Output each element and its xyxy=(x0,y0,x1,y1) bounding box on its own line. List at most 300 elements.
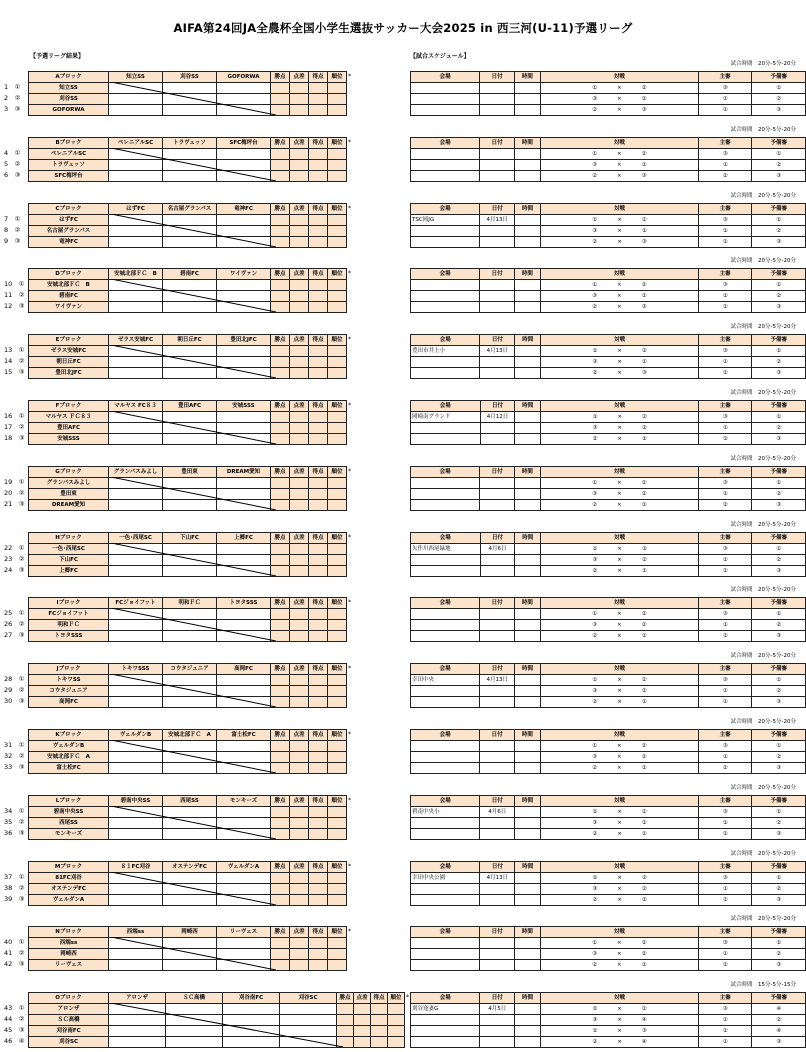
res-header: 予備審 xyxy=(752,795,806,806)
cross-mark: × xyxy=(614,236,626,247)
ref-cell: ① xyxy=(698,94,751,105)
result-cell xyxy=(280,1037,337,1048)
row-number: 4 ① xyxy=(4,148,21,157)
star-mark: * xyxy=(348,731,351,738)
ref-cell: ② xyxy=(699,434,752,445)
row-number: 18 ③ xyxy=(4,434,25,442)
stat-header: 勝点 xyxy=(271,532,290,543)
match-pad xyxy=(663,763,699,774)
stat-cell xyxy=(271,806,290,817)
header-team: 明和ＦＣ xyxy=(163,598,217,609)
result-cell xyxy=(163,170,217,181)
result-cell xyxy=(163,554,217,565)
result-cell xyxy=(223,1026,280,1037)
venue-header: 会場 xyxy=(411,861,480,872)
stat-cell xyxy=(290,938,309,949)
venue-cell xyxy=(411,302,480,313)
away-team: ① xyxy=(625,499,663,510)
stat-cell xyxy=(290,675,309,686)
stat-cell xyxy=(271,763,290,774)
result-cell xyxy=(109,412,163,423)
stat-cell xyxy=(290,741,309,752)
time-header: 時間 xyxy=(514,466,540,477)
stat-cell xyxy=(309,280,328,291)
result-cell xyxy=(163,368,217,379)
stat-header: 得点 xyxy=(309,795,328,806)
result-cell xyxy=(109,554,163,565)
venue-cell xyxy=(411,1026,480,1037)
stat-header: 点差 xyxy=(290,137,309,148)
stat-cell xyxy=(309,236,328,247)
away-team: ② xyxy=(625,675,663,686)
match-pad xyxy=(663,170,699,181)
team-name: 豊田北JFC xyxy=(29,368,109,379)
res-header: 予備審 xyxy=(752,335,806,346)
time-cell xyxy=(515,214,541,225)
match-pad xyxy=(540,291,576,302)
venue-header: 会場 xyxy=(411,401,481,412)
time-cell xyxy=(515,817,541,828)
stat-cell xyxy=(328,170,347,181)
result-cell xyxy=(109,170,163,181)
stat-cell xyxy=(309,357,328,368)
match-pad xyxy=(663,83,699,94)
match-pad xyxy=(541,686,577,697)
result-cell xyxy=(163,609,217,620)
team-name: トラヴェッソ xyxy=(29,159,109,170)
match-pad xyxy=(663,872,698,883)
team-name: オステンデFC xyxy=(29,883,109,894)
league-table xyxy=(28,663,355,708)
away-team: ① xyxy=(626,565,664,576)
time-header: 時間 xyxy=(515,861,541,872)
header-team: ８１FC刈谷 xyxy=(109,861,163,872)
result-cell xyxy=(217,488,271,499)
result-cell xyxy=(109,620,163,631)
date-cell xyxy=(480,894,515,905)
team-name: 碧南中央SS xyxy=(29,806,109,817)
result-cell xyxy=(109,1037,166,1048)
team-name: 安城北部ＦＣ B xyxy=(29,280,109,291)
stat-header: 勝点 xyxy=(271,795,290,806)
stat-cell xyxy=(271,894,290,905)
res-cell: ③ xyxy=(752,105,806,116)
res-cell: ② xyxy=(752,686,806,697)
stat-cell xyxy=(328,148,347,159)
away-team: ② xyxy=(625,477,663,488)
header-team: 一色･西尾SC xyxy=(109,532,163,543)
result-cell xyxy=(166,1026,223,1037)
stat-cell xyxy=(290,949,309,960)
league-table xyxy=(28,795,355,840)
row-number: 14 ② xyxy=(4,357,25,366)
away-team: ② xyxy=(625,214,663,225)
stat-cell xyxy=(271,817,290,828)
away-team: ② xyxy=(625,1004,663,1015)
res-cell: ③ xyxy=(752,631,806,642)
stat-header: 順位 xyxy=(328,664,347,675)
away-team: ③ xyxy=(625,302,663,313)
away-team: ③ xyxy=(625,105,663,116)
match-pad xyxy=(540,752,576,763)
stat-cell xyxy=(309,499,328,510)
match-pad xyxy=(663,817,699,828)
cross-mark: × xyxy=(613,609,625,620)
match-pad xyxy=(541,543,576,554)
result-cell xyxy=(217,828,271,839)
stat-cell xyxy=(271,477,290,488)
home-team: ② xyxy=(576,631,614,642)
result-cell xyxy=(223,1015,280,1026)
time-label: 試合時間 20分-5分-20分 xyxy=(730,192,796,199)
result-cell xyxy=(109,105,163,116)
res-cell: ② xyxy=(752,883,806,894)
match-pad xyxy=(663,960,699,971)
block-name: Dブロック xyxy=(29,269,109,280)
schedule-table xyxy=(410,861,806,906)
date-cell xyxy=(480,883,515,894)
match-header: 対戦 xyxy=(541,532,699,543)
stat-cell xyxy=(271,368,290,379)
time-label: 試合時間 20分-5分-20分 xyxy=(730,521,796,528)
home-team: ③ xyxy=(576,883,614,894)
venue-cell xyxy=(411,499,480,510)
time-cell xyxy=(515,872,541,883)
match-pad xyxy=(541,1015,577,1026)
star-mark: * xyxy=(348,402,351,409)
team-name: トキワSS xyxy=(29,675,109,686)
venue-cell xyxy=(411,960,480,971)
date-cell: 4月13日 xyxy=(480,214,515,225)
stat-header: 得点 xyxy=(309,598,328,609)
res-cell: ② xyxy=(752,291,806,302)
stat-cell xyxy=(388,1004,405,1015)
time-label: 試合時間 20分-5分-20分 xyxy=(730,258,796,265)
cross-mark: × xyxy=(614,1026,626,1037)
away-team: ② xyxy=(625,488,663,499)
venue-header: 会場 xyxy=(411,466,480,477)
cross-mark: × xyxy=(613,949,625,960)
res-cell: ④ xyxy=(752,1026,806,1037)
stat-cell xyxy=(309,938,328,949)
result-cell xyxy=(163,565,217,576)
time-label: 試合時間 20分-5分-20分 xyxy=(730,916,796,923)
result-cell xyxy=(217,357,271,368)
row-number: 41 ② xyxy=(4,949,25,958)
ref-cell: ③ xyxy=(699,543,752,554)
result-cell xyxy=(163,488,217,499)
date-header: 日付 xyxy=(480,335,515,346)
result-cell xyxy=(109,499,163,510)
venue-header: 会場 xyxy=(411,335,480,346)
match-pad xyxy=(663,1026,699,1037)
row-number: 21 ③ xyxy=(4,499,25,508)
time-cell xyxy=(514,105,540,116)
ref-cell: ① xyxy=(699,1015,752,1026)
date-cell xyxy=(480,1015,515,1026)
match-pad xyxy=(663,499,699,510)
away-team: ② xyxy=(626,543,664,554)
stat-cell xyxy=(328,159,347,170)
date-cell xyxy=(480,94,515,105)
result-cell xyxy=(163,697,217,708)
stat-cell xyxy=(354,1015,371,1026)
block-name: Hブロック xyxy=(29,532,109,543)
venue-header: 会場 xyxy=(411,795,480,806)
stat-cell xyxy=(271,741,290,752)
date-cell xyxy=(480,83,515,94)
team-name: 西端ss xyxy=(29,938,109,949)
match-pad xyxy=(663,686,699,697)
row-number: 31 ① xyxy=(4,741,25,749)
cross-mark: × xyxy=(614,828,626,839)
venue-cell xyxy=(411,170,480,181)
home-team: ① xyxy=(576,543,614,554)
res-cell: ② xyxy=(752,554,806,565)
team-name: 明和ＦＣ xyxy=(29,620,109,631)
time-cell xyxy=(514,752,540,763)
date-cell xyxy=(480,686,515,697)
stat-cell xyxy=(271,686,290,697)
stat-header: 得点 xyxy=(371,993,388,1004)
res-header: 予備審 xyxy=(752,137,806,148)
time-cell xyxy=(515,368,541,379)
team-name: 名古屋グランパス xyxy=(29,225,109,236)
stat-cell xyxy=(290,477,309,488)
result-cell xyxy=(163,686,217,697)
cross-mark: × xyxy=(613,105,625,116)
stat-cell xyxy=(309,949,328,960)
ref-cell: ② xyxy=(698,499,751,510)
time-label: 試合時間 20分-5分-20分 xyxy=(730,390,796,396)
league-table xyxy=(28,137,355,182)
ref-header: 主審 xyxy=(699,993,752,1004)
header-team: はずFC xyxy=(109,203,163,214)
match-pad xyxy=(540,620,576,631)
result-cell xyxy=(163,291,217,302)
time-cell xyxy=(515,236,541,247)
stat-cell xyxy=(328,872,347,883)
match-pad xyxy=(540,938,576,949)
result-cell xyxy=(163,357,217,368)
ref-cell: ① xyxy=(699,817,752,828)
header-team: トキワSSS xyxy=(109,664,163,675)
league-table xyxy=(28,532,355,577)
team-name: 竜神FC xyxy=(29,236,109,247)
result-cell xyxy=(217,225,271,236)
date-cell xyxy=(480,291,515,302)
match-header: 対戦 xyxy=(541,664,699,675)
league-table xyxy=(28,729,355,774)
venue-cell xyxy=(411,368,480,379)
stat-cell xyxy=(290,872,309,883)
schedule-heading: 【試合スケジュール】 xyxy=(410,53,470,60)
ref-header: 主審 xyxy=(699,203,752,214)
time-header: 時間 xyxy=(514,72,540,83)
cross-mark: × xyxy=(614,1004,626,1015)
stat-header: 勝点 xyxy=(337,993,354,1004)
match-pad xyxy=(663,488,699,499)
home-team: ① xyxy=(576,214,614,225)
res-header: 予備審 xyxy=(752,664,806,675)
league-table xyxy=(28,400,355,445)
team-name: 刈谷SS xyxy=(29,94,109,105)
time-header: 時間 xyxy=(515,795,541,806)
result-cell xyxy=(166,1004,223,1015)
time-cell xyxy=(514,938,540,949)
cross-mark: × xyxy=(613,938,625,949)
venue-header: 会場 xyxy=(411,532,481,543)
match-pad xyxy=(663,949,699,960)
ref-cell: ③ xyxy=(698,83,751,94)
result-cell xyxy=(223,1037,280,1048)
time-cell xyxy=(514,477,540,488)
date-cell xyxy=(480,148,515,159)
venue-cell xyxy=(411,1015,480,1026)
ref-cell: ③ xyxy=(698,609,751,620)
date-cell: 4月13日 xyxy=(480,675,515,686)
stat-header: 点差 xyxy=(290,598,309,609)
match-pad xyxy=(663,412,698,423)
match-pad xyxy=(540,83,576,94)
match-pad xyxy=(663,236,699,247)
time-cell xyxy=(515,554,541,565)
schedule-table xyxy=(410,203,806,248)
ref-cell: ② xyxy=(698,631,751,642)
result-cell xyxy=(109,686,163,697)
stat-header: 勝点 xyxy=(271,335,290,346)
stat-header: 点差 xyxy=(354,993,371,1004)
stat-header: 得点 xyxy=(309,730,328,741)
stat-cell xyxy=(290,280,309,291)
res-cell: ① xyxy=(752,675,806,686)
result-cell xyxy=(217,280,271,291)
ref-cell: ② xyxy=(699,1026,752,1037)
schedule-table xyxy=(410,400,806,445)
venue-cell xyxy=(411,423,481,434)
away-team: ① xyxy=(625,159,663,170)
match-pad xyxy=(663,368,698,379)
home-team: ② xyxy=(576,828,614,839)
stat-header: 得点 xyxy=(309,401,328,412)
match-pad xyxy=(663,214,699,225)
header-team: オステンデFC xyxy=(163,861,217,872)
venue-cell xyxy=(411,949,480,960)
home-team: ① xyxy=(576,280,614,291)
stat-cell xyxy=(309,620,328,631)
stat-cell xyxy=(271,302,290,313)
away-team: ③ xyxy=(626,368,664,379)
home-team: ② xyxy=(576,697,614,708)
res-cell: ③ xyxy=(752,368,806,379)
date-cell xyxy=(480,565,515,576)
ref-header: 主審 xyxy=(698,466,751,477)
away-team: ② xyxy=(625,609,663,620)
match-pad xyxy=(540,170,576,181)
row-number: 40 ① xyxy=(4,938,25,947)
stat-cell xyxy=(309,368,328,379)
result-cell xyxy=(217,368,271,379)
ref-cell: ① xyxy=(699,1037,752,1048)
stat-cell xyxy=(328,763,347,774)
match-pad xyxy=(663,434,698,445)
match-pad xyxy=(663,883,698,894)
time-cell xyxy=(514,631,540,642)
away-team: ① xyxy=(625,94,663,105)
stat-cell xyxy=(290,543,309,554)
away-team: ③ xyxy=(625,170,663,181)
result-cell xyxy=(109,94,163,105)
date-header: 日付 xyxy=(480,730,515,741)
date-cell xyxy=(480,159,515,170)
date-cell xyxy=(480,488,515,499)
cross-mark: × xyxy=(614,817,626,828)
league-table xyxy=(28,597,355,642)
stat-cell xyxy=(309,565,328,576)
stat-cell xyxy=(328,543,347,554)
result-cell xyxy=(109,148,163,159)
away-team: ② xyxy=(626,872,664,883)
ref-cell: ② xyxy=(699,565,752,576)
stat-cell xyxy=(290,894,309,905)
venue-cell xyxy=(411,752,480,763)
result-cell xyxy=(109,543,163,554)
match-header: 対戦 xyxy=(541,401,699,412)
team-name: ＳＣ高橋 xyxy=(29,1015,109,1026)
date-cell xyxy=(480,236,515,247)
stat-cell xyxy=(309,434,328,445)
away-team: ③ xyxy=(625,1026,663,1037)
date-header: 日付 xyxy=(480,137,515,148)
match-pad xyxy=(663,828,699,839)
stat-header: 点差 xyxy=(290,72,309,83)
stat-cell xyxy=(271,675,290,686)
team-name: グランパスみよし xyxy=(29,477,109,488)
block-name: Aブロック xyxy=(29,72,109,83)
result-cell xyxy=(109,817,163,828)
header-team: 西尾SS xyxy=(163,795,217,806)
away-team: ② xyxy=(625,83,663,94)
match-pad xyxy=(540,159,576,170)
cross-mark: × xyxy=(613,148,625,159)
stat-header: 点差 xyxy=(290,861,309,872)
stat-cell xyxy=(328,883,347,894)
schedule-table xyxy=(410,795,806,840)
stat-cell xyxy=(328,697,347,708)
stat-cell xyxy=(271,236,290,247)
away-team: ② xyxy=(625,280,663,291)
cross-mark: × xyxy=(613,159,625,170)
time-cell xyxy=(514,83,540,94)
stat-cell xyxy=(290,105,309,116)
result-cell xyxy=(109,346,163,357)
match-header: 対戦 xyxy=(540,927,698,938)
row-number: 42 ③ xyxy=(4,960,25,969)
venue-cell xyxy=(411,477,480,488)
venue-cell xyxy=(411,236,480,247)
stat-header: 順位 xyxy=(328,72,347,83)
home-team: ① xyxy=(576,83,614,94)
result-cell xyxy=(109,675,163,686)
home-team: ③ xyxy=(576,817,614,828)
venue-cell xyxy=(411,291,480,302)
team-name: 知立SS xyxy=(29,83,109,94)
stat-header: 順位 xyxy=(328,401,347,412)
result-cell xyxy=(217,565,271,576)
header-team: トヨタSSS xyxy=(217,598,271,609)
home-team: ② xyxy=(576,434,614,445)
time-cell xyxy=(514,488,540,499)
